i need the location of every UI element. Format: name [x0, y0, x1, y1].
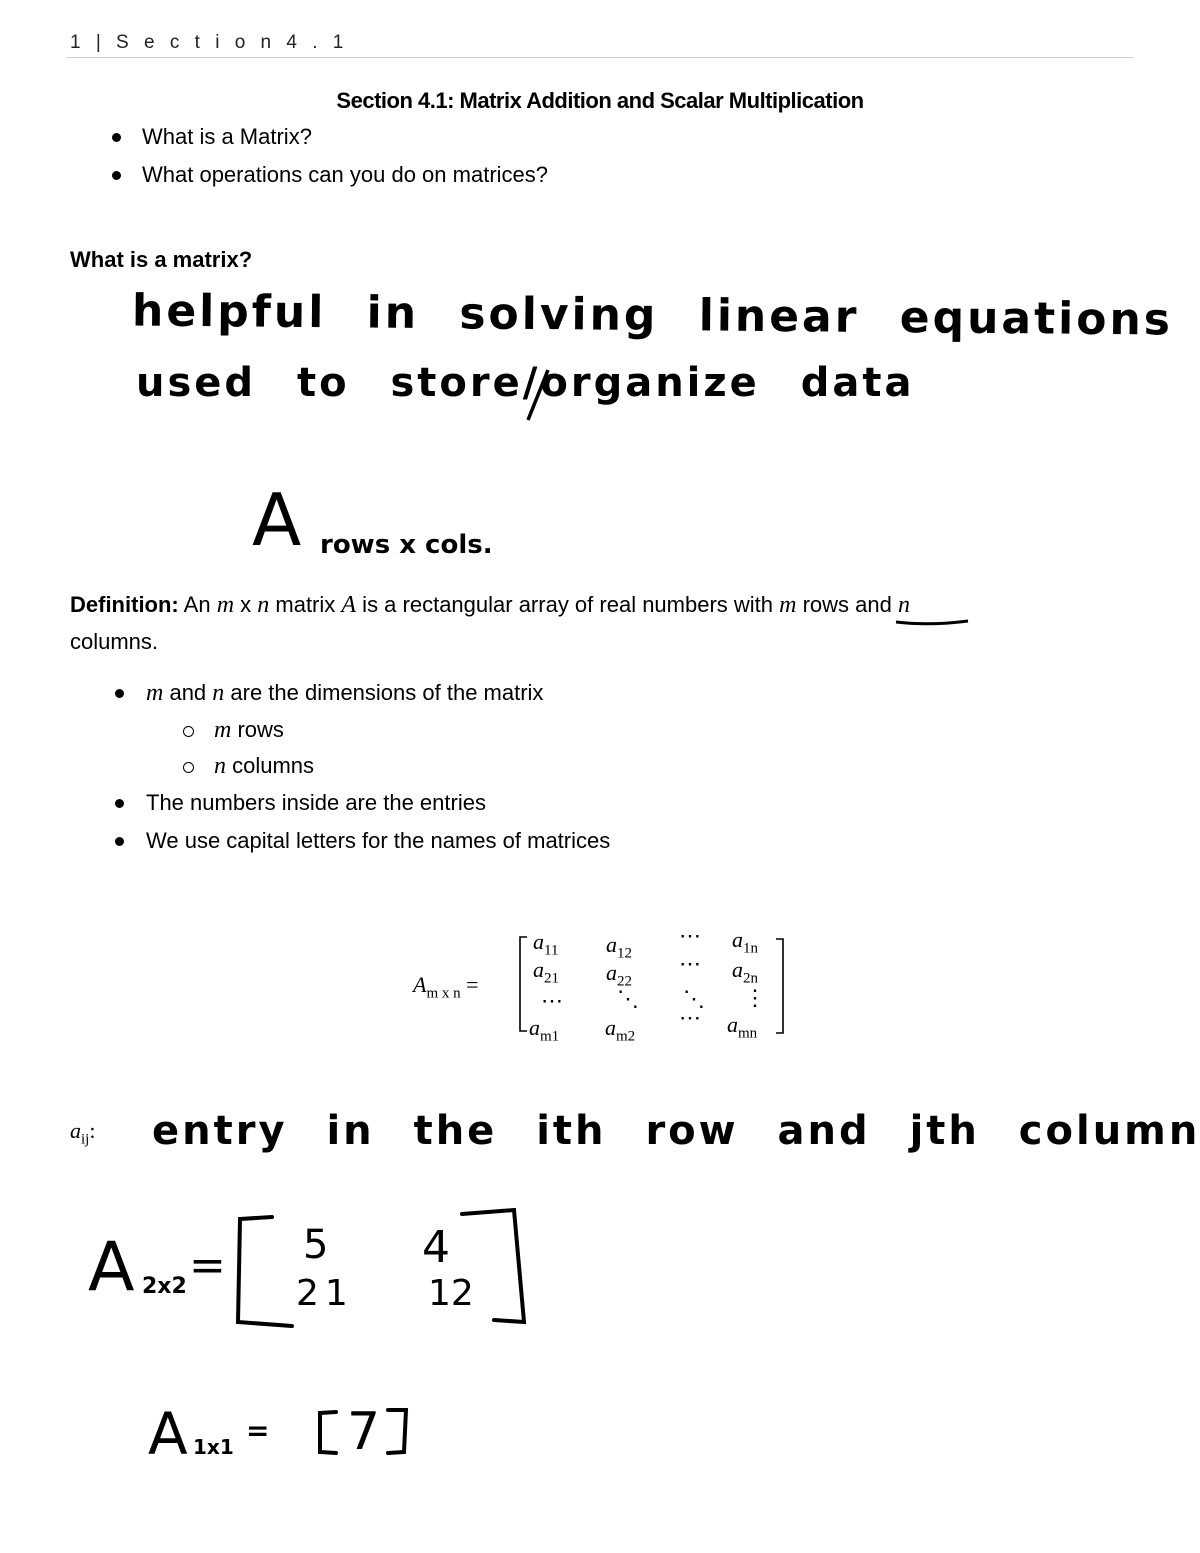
matrix-entry: $a_{mn}$ [727, 1012, 758, 1042]
dim-bullet-1: m and n are the dimensions of the matrix [146, 680, 544, 706]
example-2x2-equals: = [189, 1240, 226, 1291]
matrix-right-bracket [776, 939, 783, 1033]
matrix-entry: $a_{m2}$ [605, 1015, 636, 1045]
example-2x2-sub: 2x2 [142, 1274, 187, 1299]
intro-bullet-1: What is a Matrix? [142, 124, 312, 149]
matrix-entry: $a_{12}$ [606, 932, 632, 962]
example-1x1-left-bracket [320, 1412, 336, 1453]
example-2x2-entry: 21 [296, 1273, 354, 1314]
matrix-entry: ⋯ [679, 1005, 701, 1030]
matrix-entry: $a_{22}$ [606, 960, 632, 990]
matrix-entry: $a_{21}$ [533, 957, 559, 987]
example-1x1-sub: 1x1 [193, 1435, 234, 1459]
example-1x1-equals: = [246, 1414, 270, 1447]
matrix-left-bracket [520, 937, 527, 1031]
matrix-entry: $a_{m1}$ [529, 1015, 560, 1045]
section-heading: What is a matrix? [70, 247, 253, 272]
dim-sub-bullet-1: m rows [214, 717, 284, 743]
page-header: 1 | S e c t i o n 4 . 1 [70, 32, 349, 53]
example-2x2-entry: 5 [303, 1222, 329, 1268]
matrix-entry: ⋮ [744, 985, 766, 1010]
page-title: Section 4.1: Matrix Addition and Scalar Multiplication [336, 88, 864, 113]
handwritten-dims-sub: rows x cols. [320, 530, 493, 560]
dim-bullet-2: The numbers inside are the entries [146, 790, 486, 815]
intro-bullet-2: What operations can you do on matrices? [142, 162, 549, 187]
definition-label: Definition: [70, 592, 179, 617]
rows-underline [896, 621, 968, 624]
definition-text-line2: columns. [70, 629, 159, 654]
general-matrix-lhs: $A_{m x n}$ = [413, 972, 479, 1002]
example-2x2-entry: 4 [422, 1222, 450, 1273]
example-1x1-label: A [148, 1400, 188, 1468]
handwritten-line-2: used to store/organize data [136, 360, 915, 406]
dim-bullet-3: We use capital letters for the names of matrices [146, 828, 611, 853]
example-2x2-right-bracket [462, 1210, 524, 1322]
matrix-entry: $a_{1n}$ [732, 927, 758, 957]
example-2x2-label: A [88, 1228, 135, 1307]
example-1x1-entry: 7 [347, 1402, 381, 1462]
matrix-entry: ⋯ [541, 988, 563, 1013]
example-1x1-right-bracket [388, 1410, 406, 1453]
handwritten-line-1: helpful in solving linear equations [131, 285, 1174, 346]
matrix-entry: ⋯ [679, 951, 701, 976]
handwritten-dims-letter: A [252, 478, 302, 562]
handwritten-aij-note: entry in the ith row and jth column [152, 1108, 1200, 1154]
matrix-entry: ⋯ [679, 923, 701, 948]
example-2x2-left-bracket [238, 1217, 292, 1326]
aij-label: $a_{ij}$: [70, 1118, 96, 1148]
handwritten-slash [528, 370, 548, 420]
definition-text: Definition: An m x n matrix A is a rectangular array of real numbers with m rows and n [70, 592, 910, 618]
example-2x2-entry: 12 [428, 1273, 474, 1314]
matrix-entry: ⋱ [683, 986, 705, 1011]
dim-sub-bullet-2: n columns [214, 753, 315, 779]
matrix-entry: $a_{2n}$ [732, 957, 758, 987]
matrix-entry: ⋱ [617, 986, 639, 1011]
matrix-entry: $a_{11}$ [533, 929, 559, 959]
